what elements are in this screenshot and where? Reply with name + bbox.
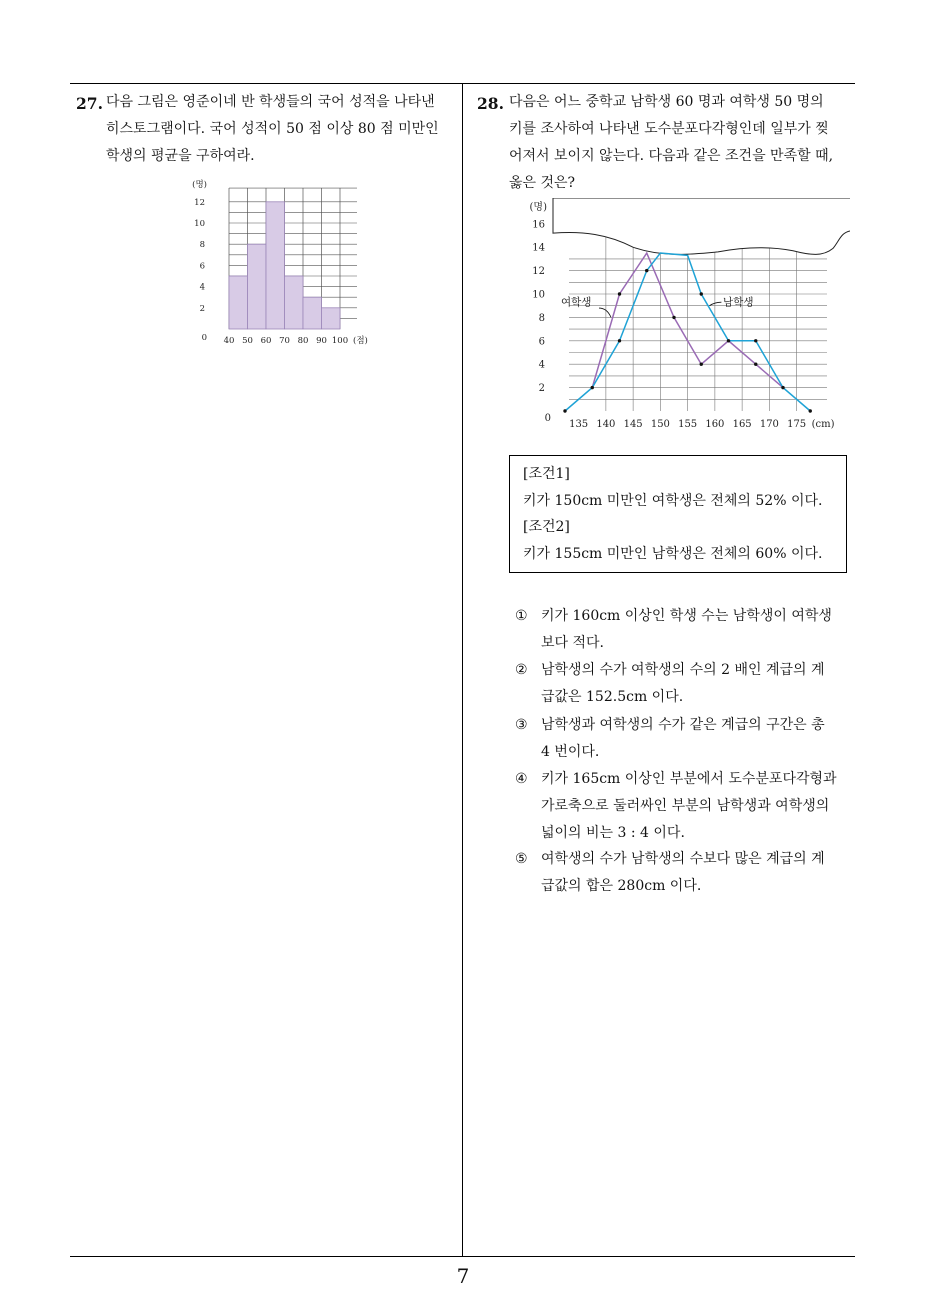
- choice-line: 급값은 152.5cm 이다.: [541, 689, 684, 705]
- question-27-line: 학생의 평균을 구하여라.: [106, 148, 255, 164]
- choice-3[interactable]: [515, 712, 825, 766]
- data-point: [645, 269, 648, 272]
- condition-label: [조건2]: [523, 519, 570, 535]
- question-28-line: 다음은 어느 중학교 남학생 60 명과 여학생 50 명의: [509, 94, 824, 110]
- condition-text: 키가 150cm 미만인 여학생은 전체의 52% 이다.: [523, 492, 823, 509]
- y-tick-label: 10: [532, 289, 545, 301]
- x-tick-label: 175: [787, 419, 807, 430]
- x-tick-label: 150: [650, 419, 670, 430]
- x-tick-label: 40: [223, 336, 235, 346]
- leader-line: [709, 302, 721, 306]
- choice-line: 남학생과 여학생의 수가 같은 계급의 구간은 총: [541, 717, 825, 733]
- histogram-bar: [229, 276, 248, 329]
- page-number: 7: [456, 1264, 470, 1288]
- choice-line: 넓이의 비는 3 : 4 이다.: [541, 825, 685, 841]
- choice-4[interactable]: [515, 766, 837, 847]
- y-unit-label: (명): [529, 202, 547, 213]
- x-tick-label: 100: [331, 336, 349, 346]
- y-tick-label: 8: [538, 312, 545, 324]
- y-tick-label: 6: [199, 261, 205, 272]
- x-tick-label: 165: [732, 419, 752, 430]
- question-28-line: 키를 조사하여 나타낸 도수분포다각형인데 일부가 찢: [509, 121, 829, 137]
- x-tick-label: 135: [569, 419, 589, 430]
- conditions-box: [509, 455, 847, 573]
- x-unit-label: (점): [353, 336, 368, 346]
- choice-line: 4 번이다.: [541, 744, 600, 760]
- bottom-rule: [70, 1256, 855, 1257]
- column-divider: [462, 83, 463, 1257]
- y-tick-label: 12: [532, 266, 545, 278]
- x-tick-label: 170: [759, 419, 779, 430]
- question-28-line: 옳은 것은?: [509, 175, 576, 191]
- choice-1[interactable]: [515, 603, 832, 657]
- y-tick-label: 6: [538, 336, 545, 348]
- x-tick-label: 80: [297, 336, 309, 346]
- x-tick-label: 90: [316, 336, 327, 346]
- data-point: [563, 409, 566, 412]
- choice-line: 여학생의 수가 남학생의 수보다 많은 계급의 계: [541, 851, 825, 867]
- choice-line: 남학생의 수가 여학생의 수의 2 배인 계급의 계: [541, 662, 825, 678]
- histogram-chart: [185, 176, 385, 348]
- torn-edge: [553, 198, 850, 254]
- data-point: [591, 386, 594, 389]
- data-point: [781, 386, 784, 389]
- data-point: [618, 339, 621, 342]
- y-tick-label: 12: [194, 197, 205, 208]
- polygon-grid: [569, 232, 827, 411]
- question-28-number: 28.: [477, 94, 504, 113]
- data-point: [754, 363, 757, 366]
- series-label-girls: 여학생: [561, 296, 592, 309]
- histogram-bar: [248, 244, 267, 329]
- origin-label: 0: [544, 413, 551, 424]
- choice-line: 키가 165cm 이상인 부분에서 도수분포다각형과: [541, 771, 837, 787]
- choice-line: 급값의 합은 280cm 이다.: [541, 878, 702, 894]
- leader-line: [599, 308, 611, 317]
- question-27-number: 27.: [76, 94, 103, 113]
- x-tick-label: 50: [242, 336, 253, 346]
- choice-mark: ③: [515, 717, 528, 733]
- y-tick-label: 4: [538, 359, 545, 371]
- question-28-text: [509, 89, 833, 197]
- y-tick-label: 4: [199, 282, 205, 293]
- choice-line: 키가 160cm 이상인 학생 수는 남학생이 여학생: [541, 608, 832, 624]
- histogram-bar: [266, 202, 285, 329]
- choice-mark: ⑤: [515, 851, 528, 867]
- condition-text: 키가 155cm 미만인 남학생은 전체의 60% 이다.: [523, 545, 823, 562]
- data-point: [700, 292, 703, 295]
- x-tick-label: 160: [705, 419, 725, 430]
- question-28-line: 어져서 보이지 않는다. 다음과 같은 조건을 만족할 때,: [509, 148, 834, 164]
- histogram-bar: [303, 297, 322, 329]
- choice-mark: ①: [515, 608, 528, 624]
- question-27-line: 히스토그램이다. 국어 성적이 50 점 이상 80 점 미만인: [106, 121, 439, 137]
- y-tick-label: 8: [199, 240, 205, 251]
- y-unit-label: (명): [192, 180, 207, 190]
- y-tick-label: 10: [194, 219, 205, 229]
- choice-line: 가로축으로 둘러싸인 부분의 남학생과 여학생의: [541, 798, 830, 814]
- data-point: [727, 339, 730, 342]
- choice-mark: ④: [515, 771, 528, 787]
- origin-label: 0: [201, 333, 207, 343]
- x-tick-label: 70: [279, 336, 290, 346]
- data-point: [618, 292, 621, 295]
- y-tick-label: 2: [538, 383, 545, 395]
- data-point: [809, 409, 812, 412]
- question-27-line: 다음 그림은 영준이네 반 학생들의 국어 성적을 나타낸: [106, 94, 435, 110]
- condition-label: [조건1]: [523, 466, 570, 482]
- x-tick-label: 155: [678, 419, 698, 430]
- choice-line: 보다 적다.: [541, 635, 604, 651]
- question-27-text: [106, 89, 439, 170]
- x-unit-label: (cm): [811, 419, 835, 430]
- x-tick-label: 145: [623, 419, 643, 430]
- data-point: [754, 339, 757, 342]
- frequency-polygon-chart: [515, 198, 850, 438]
- y-tick-label: 2: [199, 303, 205, 314]
- choice-mark: ②: [515, 662, 528, 678]
- series-label-boys: 남학생: [723, 296, 754, 309]
- data-point: [672, 316, 675, 319]
- y-tick-label: 16: [532, 219, 545, 231]
- histogram-bar: [285, 276, 304, 329]
- histogram-bar: [322, 308, 341, 329]
- data-point: [700, 363, 703, 366]
- y-tick-label: 14: [532, 242, 545, 254]
- choice-5[interactable]: [515, 846, 825, 900]
- x-tick-label: 140: [596, 419, 616, 430]
- x-tick-label: 60: [260, 336, 272, 346]
- choice-2[interactable]: [515, 657, 825, 711]
